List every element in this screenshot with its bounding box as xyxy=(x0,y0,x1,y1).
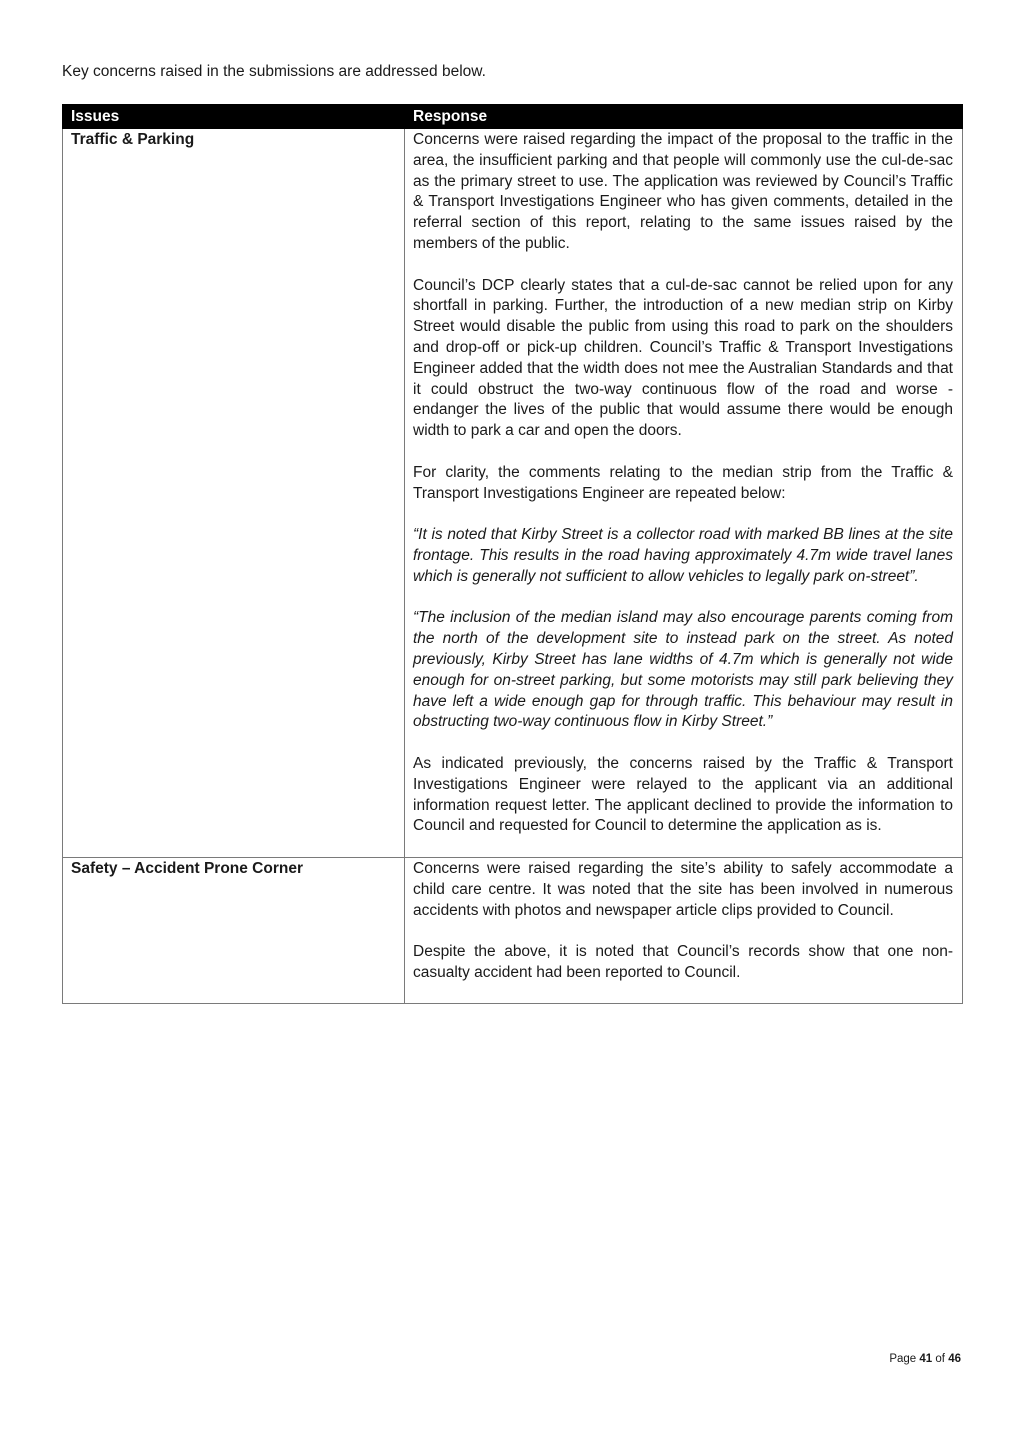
issues-table xyxy=(62,104,963,1004)
response-cell xyxy=(405,858,963,1004)
table-header-row xyxy=(63,105,963,129)
quoted-comment: “The inclusion of the median island may also encourage parents coming from the north of the development site to instead park on the street. As noted previously, Kirby Street has lane widths of 4.7m which is generally not wide enough for on-street parking, but some motorists may still park believing they have left a wide enough gap for through traffic. This behaviour may result in obstructing two-way continuous flow in Kirby Street.” xyxy=(413,609,953,731)
table-row-traffic-parking xyxy=(63,129,963,858)
issue-cell: Safety – Accident Prone Corner xyxy=(63,858,405,1004)
response-paragraph: As indicated previously, the concerns raised by the Traffic & Transport Investigations Engineer were relayed to the applicant via an additional information request letter. The applicant declined to provide the information to Council and requested for Council to determine the application as is. xyxy=(413,754,953,835)
page-of-label: of xyxy=(935,1353,945,1365)
page-current: 41 xyxy=(919,1353,933,1365)
page-total: 46 xyxy=(948,1353,961,1365)
response-cell xyxy=(405,129,963,858)
header-issues: Issues xyxy=(63,105,405,129)
header-response: Response xyxy=(405,105,963,129)
page-number xyxy=(889,1353,961,1365)
response-paragraph: Concerns were raised regarding the site’s ability to safely accommodate a child care centre. It was noted that the site has been involved in numerous accidents with photos and newspaper article clips provided to Council. xyxy=(413,860,953,919)
response-paragraph: For clarity, the comments relating to the median strip from the Traffic & Transport Investigations Engineer are repeated below: xyxy=(413,463,953,502)
quoted-comment: “It is noted that Kirby Street is a collector road with marked BB lines at the site frontage. This results in the road having approximately 4.7m wide travel lanes which is generally not sufficient to allow vehicles to legally park on-street”. xyxy=(413,526,953,585)
response-paragraph: Council’s DCP clearly states that a cul-de-sac cannot be relied upon for any shortfall in parking. Further, the introduction of a new median strip on Kirby Street would disable the public from using this road to park on the shoulders and drop-off or pick-up children. Council’s Traffic & Transport Investigations Engineer added that the width does not mee the Australian Standards and that it could obstruct the two-way continuous flow of the road and worse - endanger the lives of the public that would assume there would be enough width to park a car and open the doors. xyxy=(413,276,953,440)
issue-cell: Traffic & Parking xyxy=(63,129,405,858)
intro-text: Key concerns raised in the submissions are addressed below. xyxy=(62,63,486,80)
page-label: Page xyxy=(889,1353,917,1365)
response-paragraph: Concerns were raised regarding the impact of the proposal to the traffic in the area, the insufficient parking and that people will commonly use the cul-de-sac as the primary street to use. The application was reviewed by Council’s Traffic & Transport Investigations Engineer who has given comments, detailed in the referral section of this report, relating to the same issues raised by the members of the public. xyxy=(413,131,953,252)
table-row-safety-accident-prone-corner xyxy=(63,858,963,1004)
response-paragraph: Despite the above, it is noted that Council’s records show that one non-casualty accident had been reported to Council. xyxy=(413,943,953,982)
